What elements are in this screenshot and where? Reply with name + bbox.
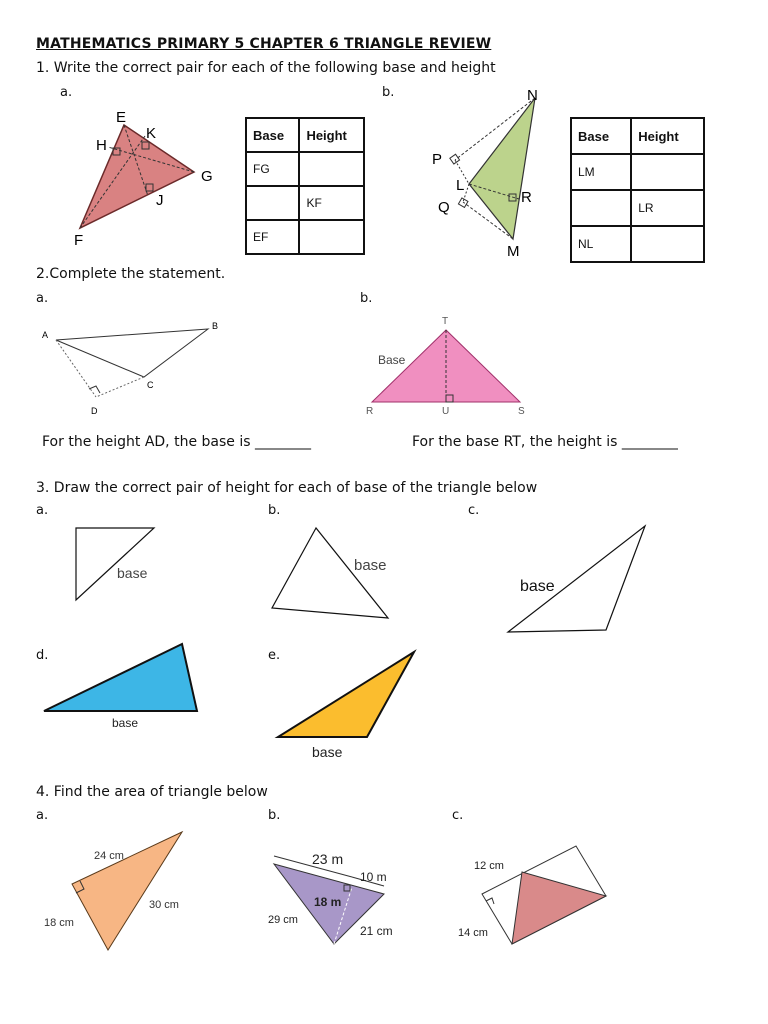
- q1b-label-Q: Q: [438, 199, 450, 216]
- q4-label-c: c.: [452, 808, 464, 823]
- q4c-label-left: 14 cm: [458, 927, 488, 939]
- q3a-triangle[interactable]: [76, 528, 154, 600]
- q1a-triangle-figure: [70, 102, 230, 252]
- q2a-statement: For the height AD, the base is ________: [42, 434, 311, 450]
- q1a-label-F: F: [74, 232, 84, 249]
- q4a-label-left: 18 cm: [44, 917, 74, 929]
- q1b-header-base: Base: [571, 118, 631, 154]
- q1b-label-R: R: [521, 189, 532, 206]
- q3-label-e: e.: [268, 648, 281, 663]
- q4c-triangle: [512, 872, 606, 944]
- q3e-triangle[interactable]: [278, 652, 414, 737]
- q2a-extension: [96, 377, 144, 397]
- q3-label-a: a.: [36, 503, 49, 518]
- q1a-cell-input[interactable]: [299, 152, 364, 186]
- q2a-triangle-figure: [36, 314, 236, 424]
- q4c-triangle-figure: [456, 838, 626, 958]
- q3c-base-label: base: [520, 578, 555, 595]
- q4a-label-right: 30 cm: [149, 899, 179, 911]
- q2a-label-A: A: [42, 330, 49, 340]
- q4a-triangle: [72, 832, 182, 950]
- q4b-label-inside: 18 m: [314, 895, 342, 909]
- q2b-label-U: U: [442, 406, 450, 417]
- q2-label-a: a.: [36, 291, 49, 306]
- worksheet-title: MATHEMATICS PRIMARY 5 CHAPTER 6 TRIANGLE REVIEW: [36, 36, 492, 52]
- q1a-cell: KF: [299, 186, 364, 220]
- q1b-cell: NL: [571, 226, 631, 262]
- q1a-label-K: K: [146, 125, 157, 142]
- q4b-label-right-top: 10 m: [360, 870, 387, 884]
- q1b-triangle: [469, 98, 535, 239]
- q3c-triangle-figure[interactable]: [502, 522, 652, 642]
- q4b-triangle-figure: [266, 848, 410, 954]
- q4c-label-top: 12 cm: [474, 860, 504, 872]
- question-3-text: 3. Draw the correct pair of height for each of base of the triangle below: [36, 480, 538, 496]
- q3d-triangle[interactable]: [44, 644, 197, 711]
- q1b-right-angle-p: [450, 154, 460, 164]
- question-2-text: 2.Complete the statement.: [36, 266, 226, 282]
- q2a-label-C: C: [147, 380, 154, 390]
- q2b-label-R: R: [366, 406, 374, 417]
- question-1-text: 1. Write the correct pair for each of the following base and height: [36, 60, 496, 76]
- q1a-cell-input[interactable]: [246, 186, 299, 220]
- q1a-label-H: H: [96, 137, 107, 154]
- q3-label-b: b.: [268, 503, 281, 518]
- q4a-triangle-figure: [36, 828, 196, 954]
- q1a-cell: EF: [246, 220, 299, 254]
- q2a-triangle: [56, 329, 208, 377]
- q1b-triangle-figure: [425, 84, 555, 264]
- q1b-cell-input[interactable]: [571, 190, 631, 226]
- q1a-table: [245, 117, 365, 255]
- q3a-triangle-figure[interactable]: [70, 522, 170, 606]
- q1b-label-L: L: [456, 177, 465, 194]
- q1b-label-N: N: [527, 87, 538, 104]
- q1b-header-height: Height: [631, 118, 704, 154]
- q4-label-b: b.: [268, 808, 281, 823]
- q2a-label-B: B: [212, 321, 219, 331]
- q3-label-c: c.: [468, 503, 480, 518]
- q1b-cell-input[interactable]: [631, 226, 704, 262]
- q4b-label-top: 23 m: [312, 851, 344, 867]
- q2b-triangle-figure: [360, 310, 540, 420]
- q1b-table: [570, 117, 705, 263]
- q1b-cell-input[interactable]: [631, 154, 704, 190]
- q3d-triangle-figure[interactable]: [40, 640, 210, 736]
- q4b-label-left: 29 cm: [268, 914, 298, 926]
- q2a-label-D: D: [91, 406, 98, 416]
- q3b-base-label: base: [354, 557, 387, 574]
- q3d-base-label: base: [112, 716, 139, 730]
- q1b-cell: LR: [631, 190, 704, 226]
- q1a-label-E: E: [116, 109, 127, 126]
- q3a-base-label: base: [117, 565, 148, 581]
- q1a-cell-input[interactable]: [299, 220, 364, 254]
- q3-label-d: d.: [36, 648, 49, 663]
- q1b-label-M: M: [507, 243, 520, 260]
- q3b-triangle-figure[interactable]: [266, 524, 396, 620]
- q2b-label-S: S: [518, 406, 525, 417]
- q2-label-b: b.: [360, 291, 373, 306]
- question-4-text: 4. Find the area of triangle below: [36, 784, 268, 800]
- q1a-label-J: J: [156, 192, 164, 209]
- q1b-label-P: P: [432, 151, 443, 168]
- q4a-label-top: 24 cm: [94, 850, 124, 862]
- q3e-triangle-figure[interactable]: [274, 648, 424, 764]
- q4-label-a: a.: [36, 808, 49, 823]
- q1a-label-G: G: [201, 168, 213, 185]
- q1b-cell: LM: [571, 154, 631, 190]
- q1-label-b: b.: [382, 85, 395, 100]
- q1a-header-base: Base: [246, 118, 299, 152]
- q2b-statement: For the base RT, the height is ________: [412, 434, 678, 450]
- q2b-label-base: Base: [378, 353, 406, 367]
- q2b-label-T: T: [442, 316, 449, 327]
- q1a-header-height: Height: [299, 118, 364, 152]
- q4b-label-right: 21 cm: [360, 924, 393, 938]
- q1-label-a: a.: [60, 85, 73, 100]
- q3e-base-label: base: [312, 744, 343, 760]
- q1a-cell: FG: [246, 152, 299, 186]
